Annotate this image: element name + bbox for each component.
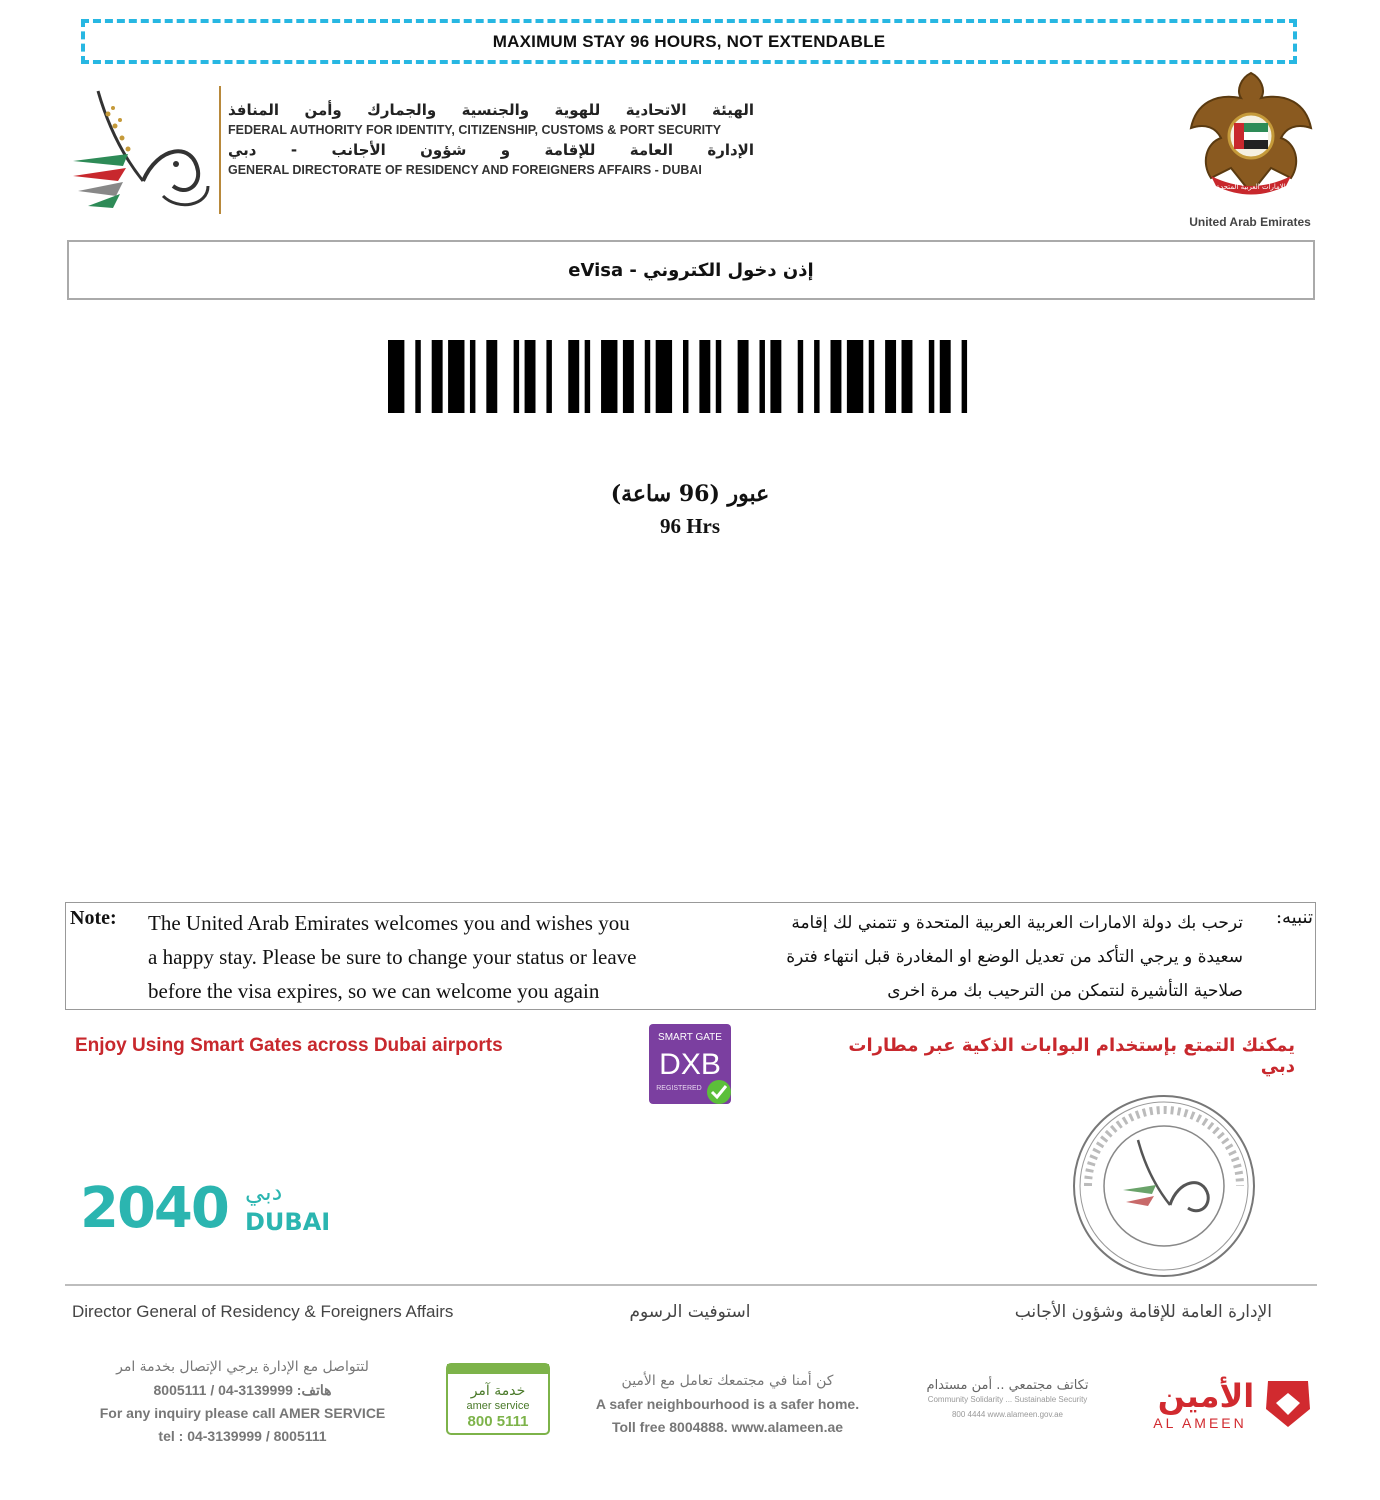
uae-emblem-icon	[1186, 68, 1316, 198]
dubai-2040-ar: دبي	[245, 1178, 283, 1206]
alameen-logo-ar: الأمين	[1157, 1377, 1255, 1415]
barcode-bar	[929, 340, 934, 413]
signature-middle: استوفيت الرسوم	[629, 1302, 751, 1322]
safer-en-line2: Toll free 8004888. www.alameen.ae	[611, 1419, 844, 1435]
authority-en-line1: FEDERAL AUTHORITY FOR IDENTITY, CITIZENSHIP, CUSTOMS & PORT SECURITY	[228, 123, 722, 137]
alameen-tag-ar: تكاتف مجتمعي .. أمن مستدام	[926, 1378, 1089, 1393]
barcode-bar	[585, 340, 590, 413]
alameen-logo-en: AL AMEEN	[1153, 1415, 1247, 1431]
note-ar-text	[713, 906, 1243, 1008]
barcode	[388, 340, 978, 413]
barcode-bar	[902, 340, 913, 413]
dubai-2040-en: DUBAI	[245, 1208, 331, 1236]
banner-text: MAXIMUM STAY 96 HOURS, NOT EXTENDABLE	[492, 31, 886, 51]
header-divider	[219, 86, 221, 214]
amer-contact	[70, 1356, 415, 1448]
visa-type	[490, 478, 890, 542]
note-ar-line: صلاحية التأشيرة لنتمكن من الترحيب بك مرة اخرى	[887, 981, 1243, 1001]
smart-gates-ar: يمكنك التمتع بإستخدام البوابات الذكية عبر مطارات دبي	[848, 1035, 1295, 1077]
barcode-bar	[738, 340, 749, 413]
note-en-text	[148, 906, 688, 1008]
amer-logo-num: 800 5111	[467, 1413, 529, 1430]
safer-ar: كن أمنا في مجتمعك تعامل مع الأمين	[621, 1373, 834, 1389]
max-stay-banner	[81, 19, 1297, 64]
barcode-bar	[716, 340, 721, 413]
authority-ar-line2: الإدارة العامة للإقامة و شؤون الأجانب - دبي	[228, 141, 754, 159]
note-ar-line: سعيدة و يرجي التأكد من تعديل الوضع او المغادرة قبل انتهاء فترة	[786, 947, 1243, 967]
barcode-bar	[432, 340, 443, 413]
al-ameen-logo-icon	[1148, 1373, 1313, 1433]
official-stamp-icon	[1068, 1090, 1260, 1282]
alameen-tag-en: Community Solidarity ... Sustainable Security	[927, 1395, 1088, 1404]
visa-type-en: 96 Hrs	[659, 514, 721, 538]
alameen-contact: 800 4444 www.alameen.gov.ae	[951, 1410, 1064, 1419]
amer-ar-line1: لتتواصل مع الإدارة يرجي الإتصال بخدمة امر	[116, 1359, 369, 1375]
smart-gates-en: Enjoy Using Smart Gates across Dubai airports	[75, 1035, 503, 1056]
barcode-bar	[962, 340, 967, 413]
dubai-2040-number: 2040	[80, 1176, 228, 1241]
barcode-bar	[568, 340, 579, 413]
document-title-box	[67, 240, 1315, 300]
badge-sub-text: REGISTERED	[656, 1085, 702, 1092]
barcode-bar	[814, 340, 819, 413]
note-en-label: Note:	[70, 907, 117, 929]
barcode-bar	[885, 340, 896, 413]
visa-type-ar: عبور (96 ساعة)	[610, 481, 770, 507]
barcode-bar	[415, 340, 420, 413]
barcode-bar	[486, 340, 497, 413]
barcode-bar	[683, 340, 688, 413]
barcode-bar	[940, 340, 951, 413]
note-ar-line: ترحب بك دولة الامارات العربية العربية المتحدة و تتمني لك إقامة	[791, 913, 1243, 933]
barcode-bar	[656, 340, 672, 413]
note-ar-label: تنبيه:	[1275, 907, 1313, 928]
barcode-bar	[798, 340, 803, 413]
amer-logo-ar: خدمة آمر	[470, 1383, 526, 1399]
alameen-tagline	[895, 1378, 1120, 1423]
amer-en-line2: tel : 04-3139999 / 8005111	[158, 1428, 327, 1444]
barcode-bar	[759, 340, 764, 413]
signature-right: الإدارة العامة للإقامة وشؤون الأجانب	[1014, 1302, 1272, 1322]
note-en-line: The United Arab Emirates welcomes you and wishes you	[148, 911, 630, 935]
document-title: إذن دخول الكتروني - eVisa	[568, 259, 814, 281]
barcode-bar	[388, 340, 404, 413]
barcode-bar	[645, 340, 650, 413]
safer-en-line1: A safer neighbourhood is a safer home.	[595, 1396, 860, 1412]
barcode-bar	[546, 340, 551, 413]
amer-service-logo-icon	[446, 1363, 550, 1435]
amer-en-line1: For any inquiry please call AMER SERVICE	[99, 1405, 386, 1421]
barcode-bar	[847, 340, 863, 413]
badge-top-text: SMART GATE	[658, 1032, 722, 1043]
smart-gate-dxb-badge-icon	[649, 1024, 731, 1106]
amer-logo-en: amer service	[466, 1400, 530, 1412]
barcode-bar	[699, 340, 710, 413]
note-box	[65, 902, 1316, 1010]
authority-name-block	[228, 100, 754, 180]
amer-ar-line2: هاتف: 3139999-04 / 8005111	[153, 1382, 332, 1398]
note-en-line: a happy stay. Please be sure to change your status or leave	[148, 945, 637, 969]
emblem-ribbon-text: الإمارات العربية المتحدة	[1216, 183, 1286, 191]
authority-ar-line1: الهيئة الاتحادية للهوية والجنسية والجمارك وأمن المنافذ	[228, 101, 754, 119]
barcode-bar	[448, 340, 464, 413]
barcode-bar	[770, 340, 781, 413]
barcode-bar	[623, 340, 634, 413]
footer-divider	[65, 1284, 1317, 1286]
signature-left: Director General of Residency & Foreigners Affairs	[72, 1302, 454, 1321]
barcode-bar	[601, 340, 617, 413]
badge-main-text: DXB	[659, 1048, 721, 1081]
barcode-bar	[525, 340, 536, 413]
dubai-2040-logo	[80, 1176, 331, 1241]
barcode-bar	[831, 340, 842, 413]
falcon-logo-icon	[68, 86, 213, 216]
note-en-line: before the visa expires, so we can welcome you again	[148, 979, 600, 1003]
barcode-bar	[470, 340, 475, 413]
authority-en-line2: GENERAL DIRECTORATE OF RESIDENCY AND FOREIGNERS AFFAIRS - DUBAI	[228, 163, 702, 177]
barcode-bar	[869, 340, 874, 413]
safer-neighbourhood	[565, 1370, 890, 1439]
uae-caption: United Arab Emirates	[1189, 215, 1311, 229]
barcode-bar	[514, 340, 519, 413]
